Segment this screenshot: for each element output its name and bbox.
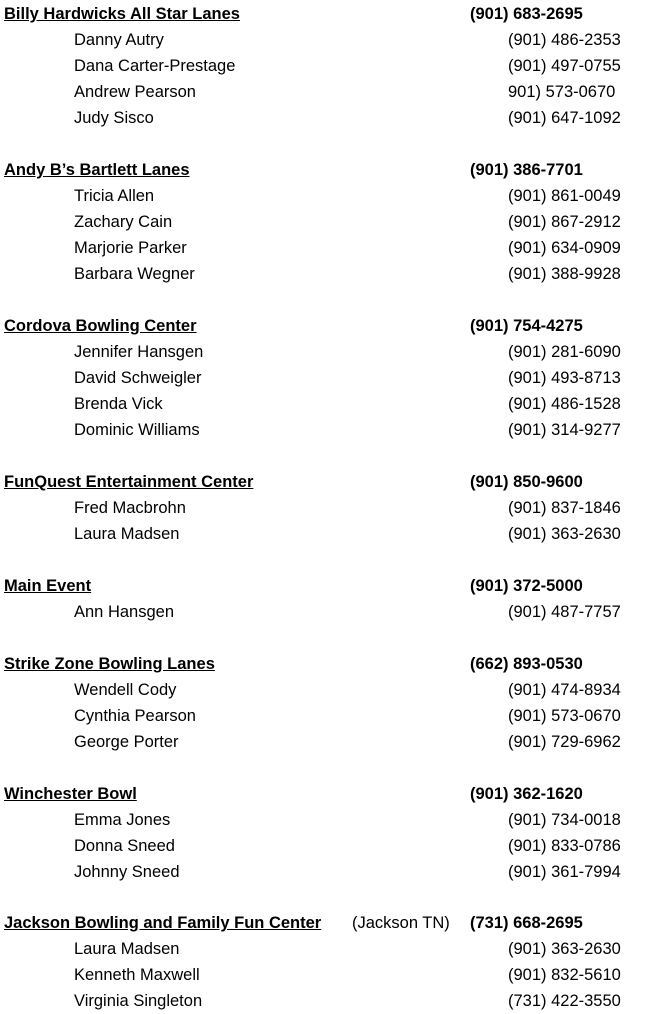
venue-name: Cordova Bowling Center xyxy=(4,317,197,335)
contact-phone: (901) 497-0755 xyxy=(508,57,621,75)
venue-header-row xyxy=(0,313,660,339)
contact-row xyxy=(0,962,660,988)
venue-name: Jackson Bowling and Family Fun Center xyxy=(4,914,322,932)
contact-row xyxy=(0,235,660,261)
contact-row xyxy=(0,79,660,105)
contact-phone: (901) 833-0786 xyxy=(508,837,621,855)
venue-header-row xyxy=(0,469,660,495)
contact-row xyxy=(0,183,660,209)
contact-name: Emma Jones xyxy=(74,811,171,829)
contact-name: Jennifer Hansgen xyxy=(74,343,204,361)
contact-phone: (731) 422-3550 xyxy=(508,992,621,1010)
contact-phone: (901) 486-1528 xyxy=(508,395,621,413)
venue-name: FunQuest Entertainment Center xyxy=(4,473,254,491)
venue-phone: (901) 754-4275 xyxy=(470,317,583,335)
venue-header-row xyxy=(0,781,660,807)
venue-group xyxy=(0,910,660,1014)
venue-group xyxy=(0,781,660,885)
contact-row xyxy=(0,936,660,962)
venue-header-row xyxy=(0,573,660,599)
contact-row xyxy=(0,599,660,625)
contact-name: Kenneth Maxwell xyxy=(74,966,200,984)
contact-name: Laura Madsen xyxy=(74,940,180,958)
contact-name: Danny Autry xyxy=(74,31,164,49)
contact-name: Johnny Sneed xyxy=(74,863,180,881)
contact-name: Andrew Pearson xyxy=(74,83,196,101)
contact-phone: (901) 734-0018 xyxy=(508,811,621,829)
contact-phone: (901) 363-2630 xyxy=(508,940,621,958)
contact-name: George Porter xyxy=(74,733,179,751)
contact-row xyxy=(0,209,660,235)
venue-group xyxy=(0,313,660,443)
contact-phone: (901) 832-5610 xyxy=(508,966,621,984)
contact-phone: (901) 861-0049 xyxy=(508,187,621,205)
contact-phone: 901) 573-0670 xyxy=(508,83,616,101)
contact-phone: (901) 314-9277 xyxy=(508,421,621,439)
contact-phone: (901) 729-6962 xyxy=(508,733,621,751)
venue-phone: (901) 362-1620 xyxy=(470,785,583,803)
contact-name: Dana Carter-Prestage xyxy=(74,57,236,75)
venue-name: Andy B’s Bartlett Lanes xyxy=(4,161,190,179)
contact-row xyxy=(0,105,660,131)
venue-name: Billy Hardwicks All Star Lanes xyxy=(4,5,240,23)
venue-phone: (901) 850-9600 xyxy=(470,473,583,491)
venue-header-row xyxy=(0,651,660,677)
contact-phone: (901) 361-7994 xyxy=(508,863,621,881)
contact-name: Barbara Wegner xyxy=(74,265,195,283)
contact-row xyxy=(0,677,660,703)
contact-name: Marjorie Parker xyxy=(74,239,187,257)
venue-name: Strike Zone Bowling Lanes xyxy=(4,655,215,673)
contact-row xyxy=(0,703,660,729)
contact-row xyxy=(0,729,660,755)
venue-header-row xyxy=(0,1,660,27)
contact-row xyxy=(0,521,660,547)
venue-phone: (901) 683-2695 xyxy=(470,5,583,23)
contact-row xyxy=(0,261,660,287)
contact-phone: (901) 281-6090 xyxy=(508,343,621,361)
venue-phone: (662) 893-0530 xyxy=(470,655,583,673)
contact-row xyxy=(0,27,660,53)
contact-row xyxy=(0,988,660,1014)
contact-phone: (901) 388-9928 xyxy=(508,265,621,283)
venue-group xyxy=(0,157,660,287)
venue-name: Winchester Bowl xyxy=(4,785,137,803)
contact-phone: (901) 493-8713 xyxy=(508,369,621,387)
contact-name: Tricia Allen xyxy=(74,187,155,205)
contact-name: Dominic Williams xyxy=(74,421,200,439)
contact-name: Judy Sisco xyxy=(74,109,154,127)
contact-row xyxy=(0,417,660,443)
contact-row xyxy=(0,859,660,885)
contact-phone: (901) 867-2912 xyxy=(508,213,621,231)
contact-phone: (901) 363-2630 xyxy=(508,525,621,543)
contact-name: Zachary Cain xyxy=(74,213,173,231)
venue-name: Main Event xyxy=(4,577,92,595)
venue-group xyxy=(0,469,660,547)
contact-phone: (901) 487-7757 xyxy=(508,603,621,621)
venue-phone: (731) 668-2695 xyxy=(470,914,583,932)
contact-row xyxy=(0,365,660,391)
contact-row xyxy=(0,833,660,859)
contact-name: Laura Madsen xyxy=(74,525,180,543)
contact-phone: (901) 474-8934 xyxy=(508,681,621,699)
contact-name: Wendell Cody xyxy=(74,681,177,699)
venue-header-row xyxy=(0,910,660,936)
contact-row xyxy=(0,339,660,365)
contact-phone: (901) 573-0670 xyxy=(508,707,621,725)
contact-name: Virginia Singleton xyxy=(74,992,203,1010)
contact-name: Ann Hansgen xyxy=(74,603,174,621)
contact-phone: (901) 647-1092 xyxy=(508,109,621,127)
contact-phone: (901) 486-2353 xyxy=(508,31,621,49)
contact-name: Donna Sneed xyxy=(74,837,175,855)
contact-row xyxy=(0,807,660,833)
contact-name: Brenda Vick xyxy=(74,395,163,413)
contact-name: David Schweigler xyxy=(74,369,202,387)
venue-group xyxy=(0,573,660,625)
venue-group xyxy=(0,1,660,131)
venue-location-note: (Jackson TN) xyxy=(352,914,450,932)
contact-phone: (901) 837-1846 xyxy=(508,499,621,517)
contact-phone: (901) 634-0909 xyxy=(508,239,621,257)
venue-header-row xyxy=(0,157,660,183)
contact-row xyxy=(0,391,660,417)
venue-group xyxy=(0,651,660,755)
contact-name: Fred Macbrohn xyxy=(74,499,186,517)
venue-phone: (901) 386-7701 xyxy=(470,161,583,179)
contact-row xyxy=(0,495,660,521)
contact-row xyxy=(0,53,660,79)
contact-name: Cynthia Pearson xyxy=(74,707,196,725)
venue-phone: (901) 372-5000 xyxy=(470,577,583,595)
